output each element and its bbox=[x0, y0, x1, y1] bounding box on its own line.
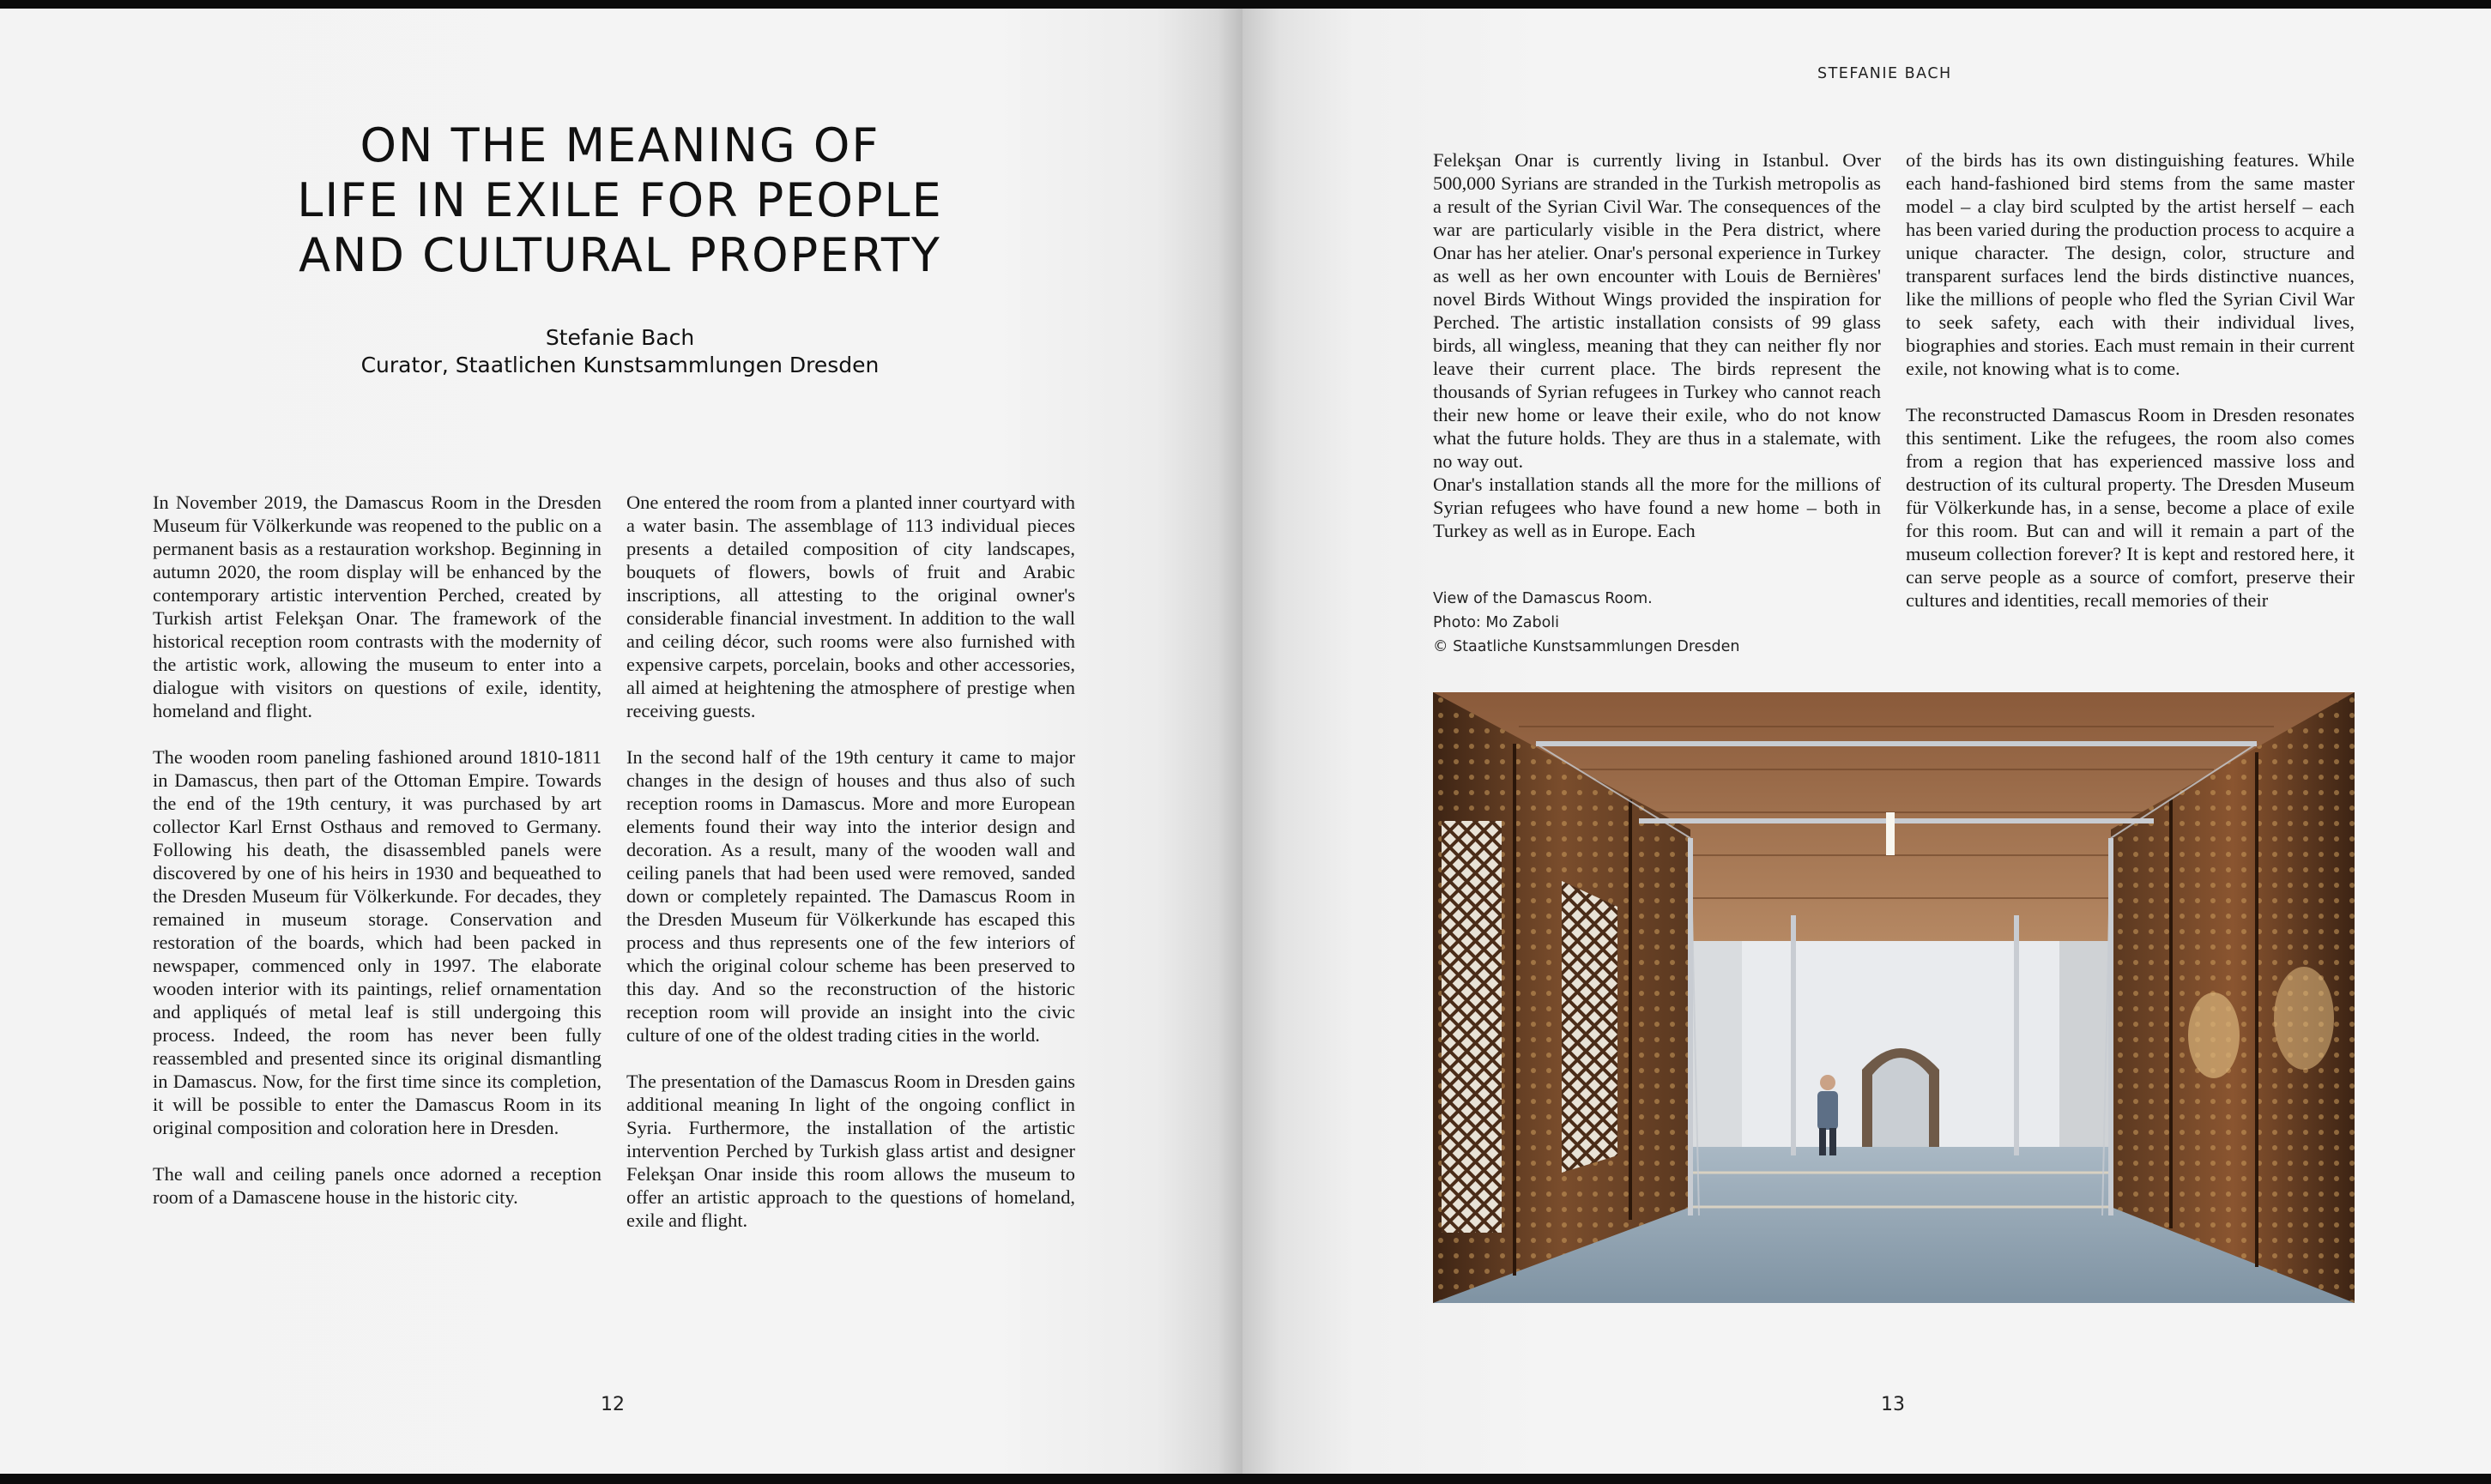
article-title bbox=[154, 118, 1085, 283]
text-column-right-2 bbox=[1906, 148, 2355, 635]
magazine-spread bbox=[0, 9, 2491, 1474]
text-column-left-2 bbox=[626, 491, 1075, 1255]
text-column-left-1 bbox=[153, 491, 602, 1232]
title-line: LIFE IN EXILE FOR PEOPLE bbox=[297, 173, 943, 227]
author-role: Curator, Staatlichen Kunstsammlungen Dresden bbox=[360, 353, 880, 377]
byline bbox=[154, 324, 1085, 379]
paragraph: The reconstructed Damascus Room in Dresden resonates this sentiment. Like the refugees, the room also comes from a region that has experienced massive loss and destruction of its cultural property. The Dresden Museum für Völkerkunde has, in a sense, become a place of exile for this room. But can and will it remain a part of the museum collection forever? It is kept and restored here, it can serve people as a source of comfort, preserve their cultures and identities, recall memories of their bbox=[1906, 404, 2355, 611]
caption-line: Photo: Mo Zaboli bbox=[1433, 614, 1559, 631]
paragraph: Onar's installation stands all the more for the millions of Syrian refugees who have found a new home – both in Turkey as well as in Europe. Each bbox=[1433, 474, 1881, 541]
left-page bbox=[0, 9, 1242, 1474]
caption-line: © Staatliche Kunstsammlungen Dresden bbox=[1433, 638, 1740, 655]
paragraph: The wall and ceiling panels once adorned a reception room of a Damascene house in the historic city. bbox=[153, 1163, 602, 1208]
damascus-room-photo bbox=[1433, 692, 2355, 1303]
page-number: 12 bbox=[601, 1394, 625, 1415]
text-column-right-1 bbox=[1433, 148, 1881, 565]
title-line: ON THE MEANING OF bbox=[360, 118, 880, 172]
caption-line: View of the Damascus Room. bbox=[1433, 590, 1653, 607]
paragraph: In November 2019, the Damascus Room in the Dresden Museum für Völkerkunde was reopened to the public on a permanent basis as a restauration workshop. Beginning in autumn 2020, the room display will be enhanced by the contemporary artistic intervention Perched, created by Turkish artist Felekşan Onar. The framework of the historical reception room contrasts with the modernity of the artistic work, allowing the museum to enter into a dialogue with visitors on questions of exile, identity, homeland and flight. bbox=[153, 492, 602, 721]
running-head: STEFANIE BACH bbox=[1817, 65, 1952, 82]
paragraph: The wooden room paneling fashioned around 1810-1811 in Damascus, then part of the Ottoman Empire. Towards the end of the 19th century, it was purchased by art collector Karl Ernst Osthaus and removed to Germany. Following his death, the disassembled panels were discovered by one of his heirs in 1930 and bequeathed to the Dresden Museum für Völkerkunde. For decades, they remained in museum storage. Conservation and restoration of the boards, which had been packed in newspaper, commenced only in 1997. The elaborate wooden interior with its paintings, relief ornamentation and appliqués of metal leaf is still undergoing this process. Indeed, the room has never been fully reassembled and presented since its original dismantling in Damascus. Now, for the first time since its completion, it will be possible to enter the Damascus Room in its original composition and coloration here in Dresden. bbox=[153, 746, 602, 1138]
paragraph: The presentation of the Damascus Room in Dresden gains additional meaning In light of the ongoing conflict in Syria. Furthermore, the installation of the artistic intervention Perched by Turkish glass artist and designer Felekşan Onar inside this room allows the museum to offer an artistic approach to the questions of homeland, exile and flight. bbox=[626, 1071, 1075, 1231]
page-number: 13 bbox=[1881, 1394, 1905, 1415]
photo-illustration bbox=[1433, 692, 2355, 1303]
paragraph: In the second half of the 19th century it came to major changes in the design of houses and thus also of such reception rooms in Damascus. More and more European elements found their way into the interior design and decoration. As a result, many of the wooden wall and ceiling panels that had been used were removed, sanded down or completely repainted. The Damascus Room in the Dresden Museum für Völkerkunde has escaped this process and thus represents one of the few interiors of which the original colour scheme has been preserved to this day. And so the reconstruction of the historic reception room will provide an insight into the civic culture of one of the oldest trading cities in the world. bbox=[626, 746, 1075, 1046]
paragraph: One entered the room from a planted inner courtyard with a water basin. The assemblage of 113 individual pieces presents a detailed composition of city landscapes, bouquets of flowers, bowls of fruit and Arabic inscriptions, all attesting to the original owner's considerable financial investment. In addition to the wall and ceiling décor, such rooms were also furnished with expensive carpets, porcelain, books and other accessories, all aimed at heightening the atmosphere of prestige when receiving guests. bbox=[626, 492, 1075, 721]
title-line: AND CULTURAL PROPERTY bbox=[299, 228, 941, 282]
author-name: Stefanie Bach bbox=[545, 325, 695, 350]
paragraph: of the birds has its own distinguishing features. While each hand-fashioned bird stems from the same master model – a clay bird sculpted by the artist herself – each has been varied during the production process to acquire a unique character. The design, color, structure and transparent surfaces lend the birds distinctive nuances, like the millions of people who fled the Syrian Civil War to seek safety, each with their individual lives, biographies and stories. Each must remain in their current exile, not knowing what is to come. bbox=[1906, 149, 2355, 379]
photo-caption bbox=[1433, 587, 1740, 659]
paragraph: Felekşan Onar is currently living in Istanbul. Over 500,000 Syrians are stranded in the Turkish metropolis as a result of the Syrian Civil War. The consequences of the war are particularly visible in the Pera district, where Onar has her atelier. Onar's personal experience in Turkey as well as her own encounter with Louis de Bernières' novel Birds Without Wings provided the inspiration for Perched. The artistic installation consists of 99 glass birds, all wingless, meaning that they can neither fly nor leave their current place. The birds represent the thousands of Syrian refugees in Turkey who cannot reach their new home or leave their exile, who do not know what the future holds. They are thus in a stalemate, with no way out. bbox=[1433, 149, 1881, 472]
